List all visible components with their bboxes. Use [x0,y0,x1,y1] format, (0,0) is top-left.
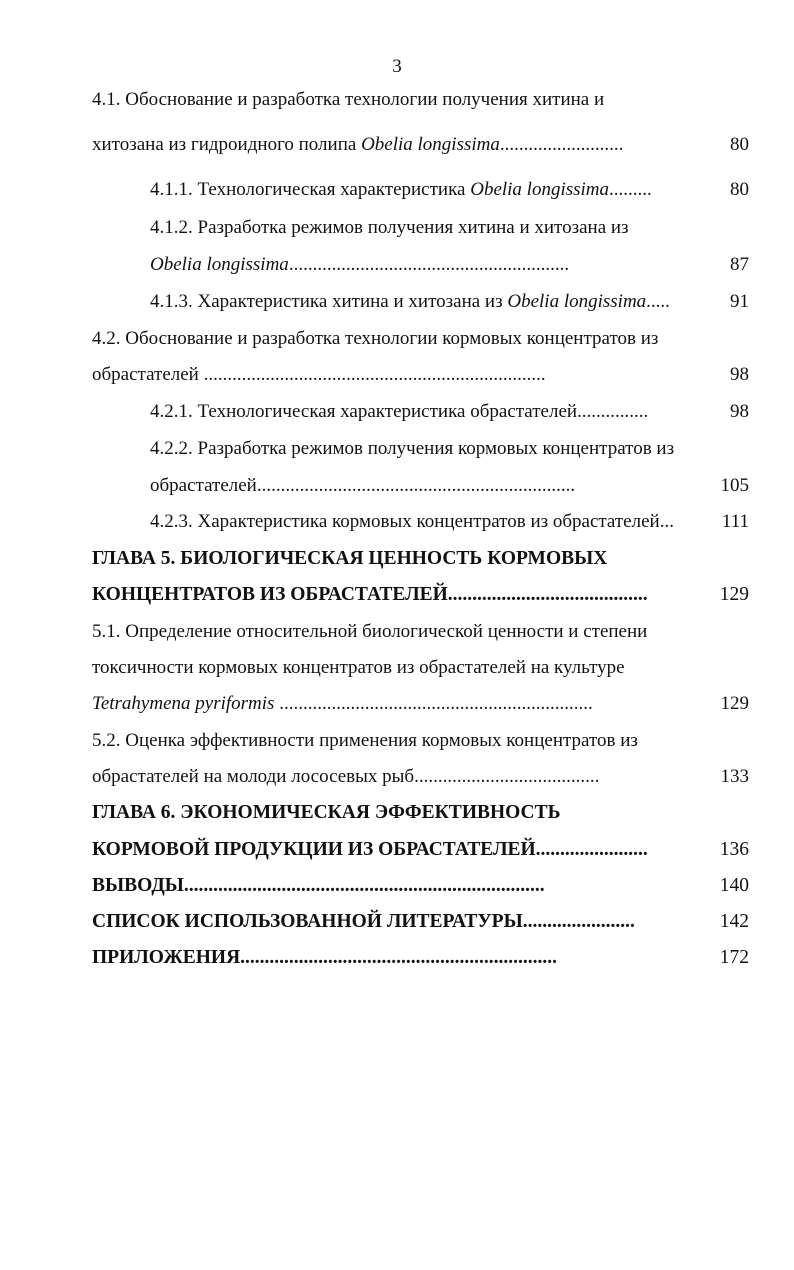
toc-entry-title [92,654,625,682]
toc-entry-title [92,690,593,718]
toc-entry-page: 91 [730,291,749,312]
toc-entry-title [92,908,635,936]
toc-entry-title [92,618,647,646]
toc-entry [0,508,794,536]
page-number: 3 [392,56,402,77]
toc-entry-text: хитозана из гидроидного полипа [92,134,362,155]
toc-entry [0,86,794,114]
toc-entry [0,325,794,353]
toc-entry-title [92,872,545,900]
toc-entry-title [150,508,674,536]
toc-entry-text: 4.2.2. Разработка режимов получения кормовых концентратов из [150,438,675,459]
toc-entry-page: 142 [719,911,749,932]
toc-entry-text: 4.2.1. Технологическая характеристика обрастателей............... [150,401,649,422]
toc-entry [0,763,794,791]
toc-entry-text: ..... [646,291,670,312]
toc-entry-title [92,581,648,609]
toc-entry-title [92,86,604,114]
toc-entry-text: 4.1.2. Разработка режимов получения хитина и хитозана из [150,217,629,238]
toc-entry [0,908,794,936]
toc-entry [0,472,794,500]
toc-entry-title [150,288,670,316]
toc-entry-title [92,325,658,353]
toc-entry-text: токсичности кормовых концентратов из обрастателей на культуре [92,657,625,678]
toc-entry-page: 111 [721,511,749,532]
toc-entry-page: 80 [730,179,749,200]
toc-entry-italic-text: Obelia longissima [150,254,289,275]
toc-entry [0,545,794,573]
toc-entry [0,836,794,864]
toc-entry-text: КОРМОВОЙ ПРОДУКЦИИ ИЗ ОБРАСТАТЕЛЕЙ [92,839,536,860]
toc-entry-title [92,763,599,791]
toc-entry-page: 172 [719,947,749,968]
toc-entry-page: 133 [720,766,749,787]
toc-entry-text: ГЛАВА 6. ЭКОНОМИЧЕСКАЯ ЭФФЕКТИВНОСТЬ [92,802,561,823]
toc-entry-text: ........................................................... [288,254,570,275]
toc-entry-text: 4.1.1. Технологическая характеристика [150,179,471,200]
toc-entry-title [92,727,638,755]
toc-entry-text: СПИСОК ИСПОЛЬЗОВАННОЙ ЛИТЕРАТУРЫ [92,911,523,932]
toc-entry-title [150,214,629,242]
toc-entry-text: .......................................................................... [183,875,545,896]
toc-entry [0,581,794,609]
toc-entry-italic-text: Tetrahymena pyriformis [92,693,275,714]
toc-entry [0,176,794,204]
toc-entry-title [150,398,648,426]
toc-entry-title [150,251,569,279]
toc-entry-text: ВЫВОДЫ [92,875,184,896]
toc-entry [0,288,794,316]
toc-entry-title [92,131,623,159]
toc-entry-page: 105 [720,475,749,496]
toc-entry-text: обрастателей................................................................... [150,475,576,496]
toc-entry [0,799,794,827]
toc-entry-text: ГЛАВА 5. БИОЛОГИЧЕСКАЯ ЦЕННОСТЬ КОРМОВЫХ [92,548,608,569]
toc-entry [0,872,794,900]
toc-entry-text: 4.1. Обоснование и разработка технологии получения хитина и [92,89,605,110]
toc-entry-title [150,435,674,463]
toc-entry-page: 140 [719,875,749,896]
toc-entry [0,131,794,159]
toc-entry-text: ......... [609,179,652,200]
toc-entry-title [92,836,648,864]
toc-entry-text: ......................................... [447,584,648,605]
toc-entry-italic-text: Obelia longissima [361,134,500,155]
toc-entry [0,361,794,389]
toc-entry-text: ....................... [535,839,648,860]
toc-entry-page: 98 [730,401,749,422]
toc-entry [0,944,794,972]
toc-entry-title [92,545,607,573]
toc-entry-text: ................................................................. [240,947,558,968]
toc-entry-title [92,944,557,972]
toc-entry-page: 80 [730,134,749,155]
toc-entry-text: 5.2. Оценка эффективности применения кормовых концентратов из [92,730,638,751]
toc-entry [0,618,794,646]
toc-entry-text: ....................... [522,911,635,932]
toc-entry-title [150,176,652,204]
toc-entry-text: ПРИЛОЖЕНИЯ [92,947,241,968]
toc-entry-page: 98 [730,364,749,385]
toc-entry-page: 129 [719,584,749,605]
toc-entry [0,654,794,682]
toc-entry-text: КОНЦЕНТРАТОВ ИЗ ОБРАСТАТЕЛЕЙ [92,584,448,605]
toc-entry-text: .......................... [499,134,624,155]
toc-entry-title [92,361,546,389]
toc-entry [0,214,794,242]
toc-entry [0,727,794,755]
toc-entry-title [150,472,575,500]
toc-entry [0,435,794,463]
toc-entry-page: 129 [720,693,749,714]
toc-entry-text: 4.1.3. Характеристика хитина и хитозана из [150,291,508,312]
toc-entry-text: обрастателей ........................................................................ [92,364,546,385]
toc-entry [0,398,794,426]
toc-entry-text: 5.1. Определение относительной биологической ценности и степени [92,621,648,642]
toc-entry-italic-text: Obelia longissima [470,179,610,200]
toc-entry-page: 87 [730,254,749,275]
toc-entry-text: .................................................................. [274,693,593,714]
toc-entry-text: обрастателей на молоди лососевых рыб....................................... [92,766,600,787]
toc-entry [0,251,794,279]
toc-entry-title [92,799,561,827]
toc-entry-italic-text: Obelia longissima [507,291,647,312]
toc-entry-page: 136 [719,839,749,860]
toc-entry-text: 4.2. Обоснование и разработка технологии кормовых концентратов из [92,328,659,349]
toc-entry-text: 4.2.3. Характеристика кормовых концентратов из обрастателей... [150,511,674,532]
toc-entry [0,690,794,718]
